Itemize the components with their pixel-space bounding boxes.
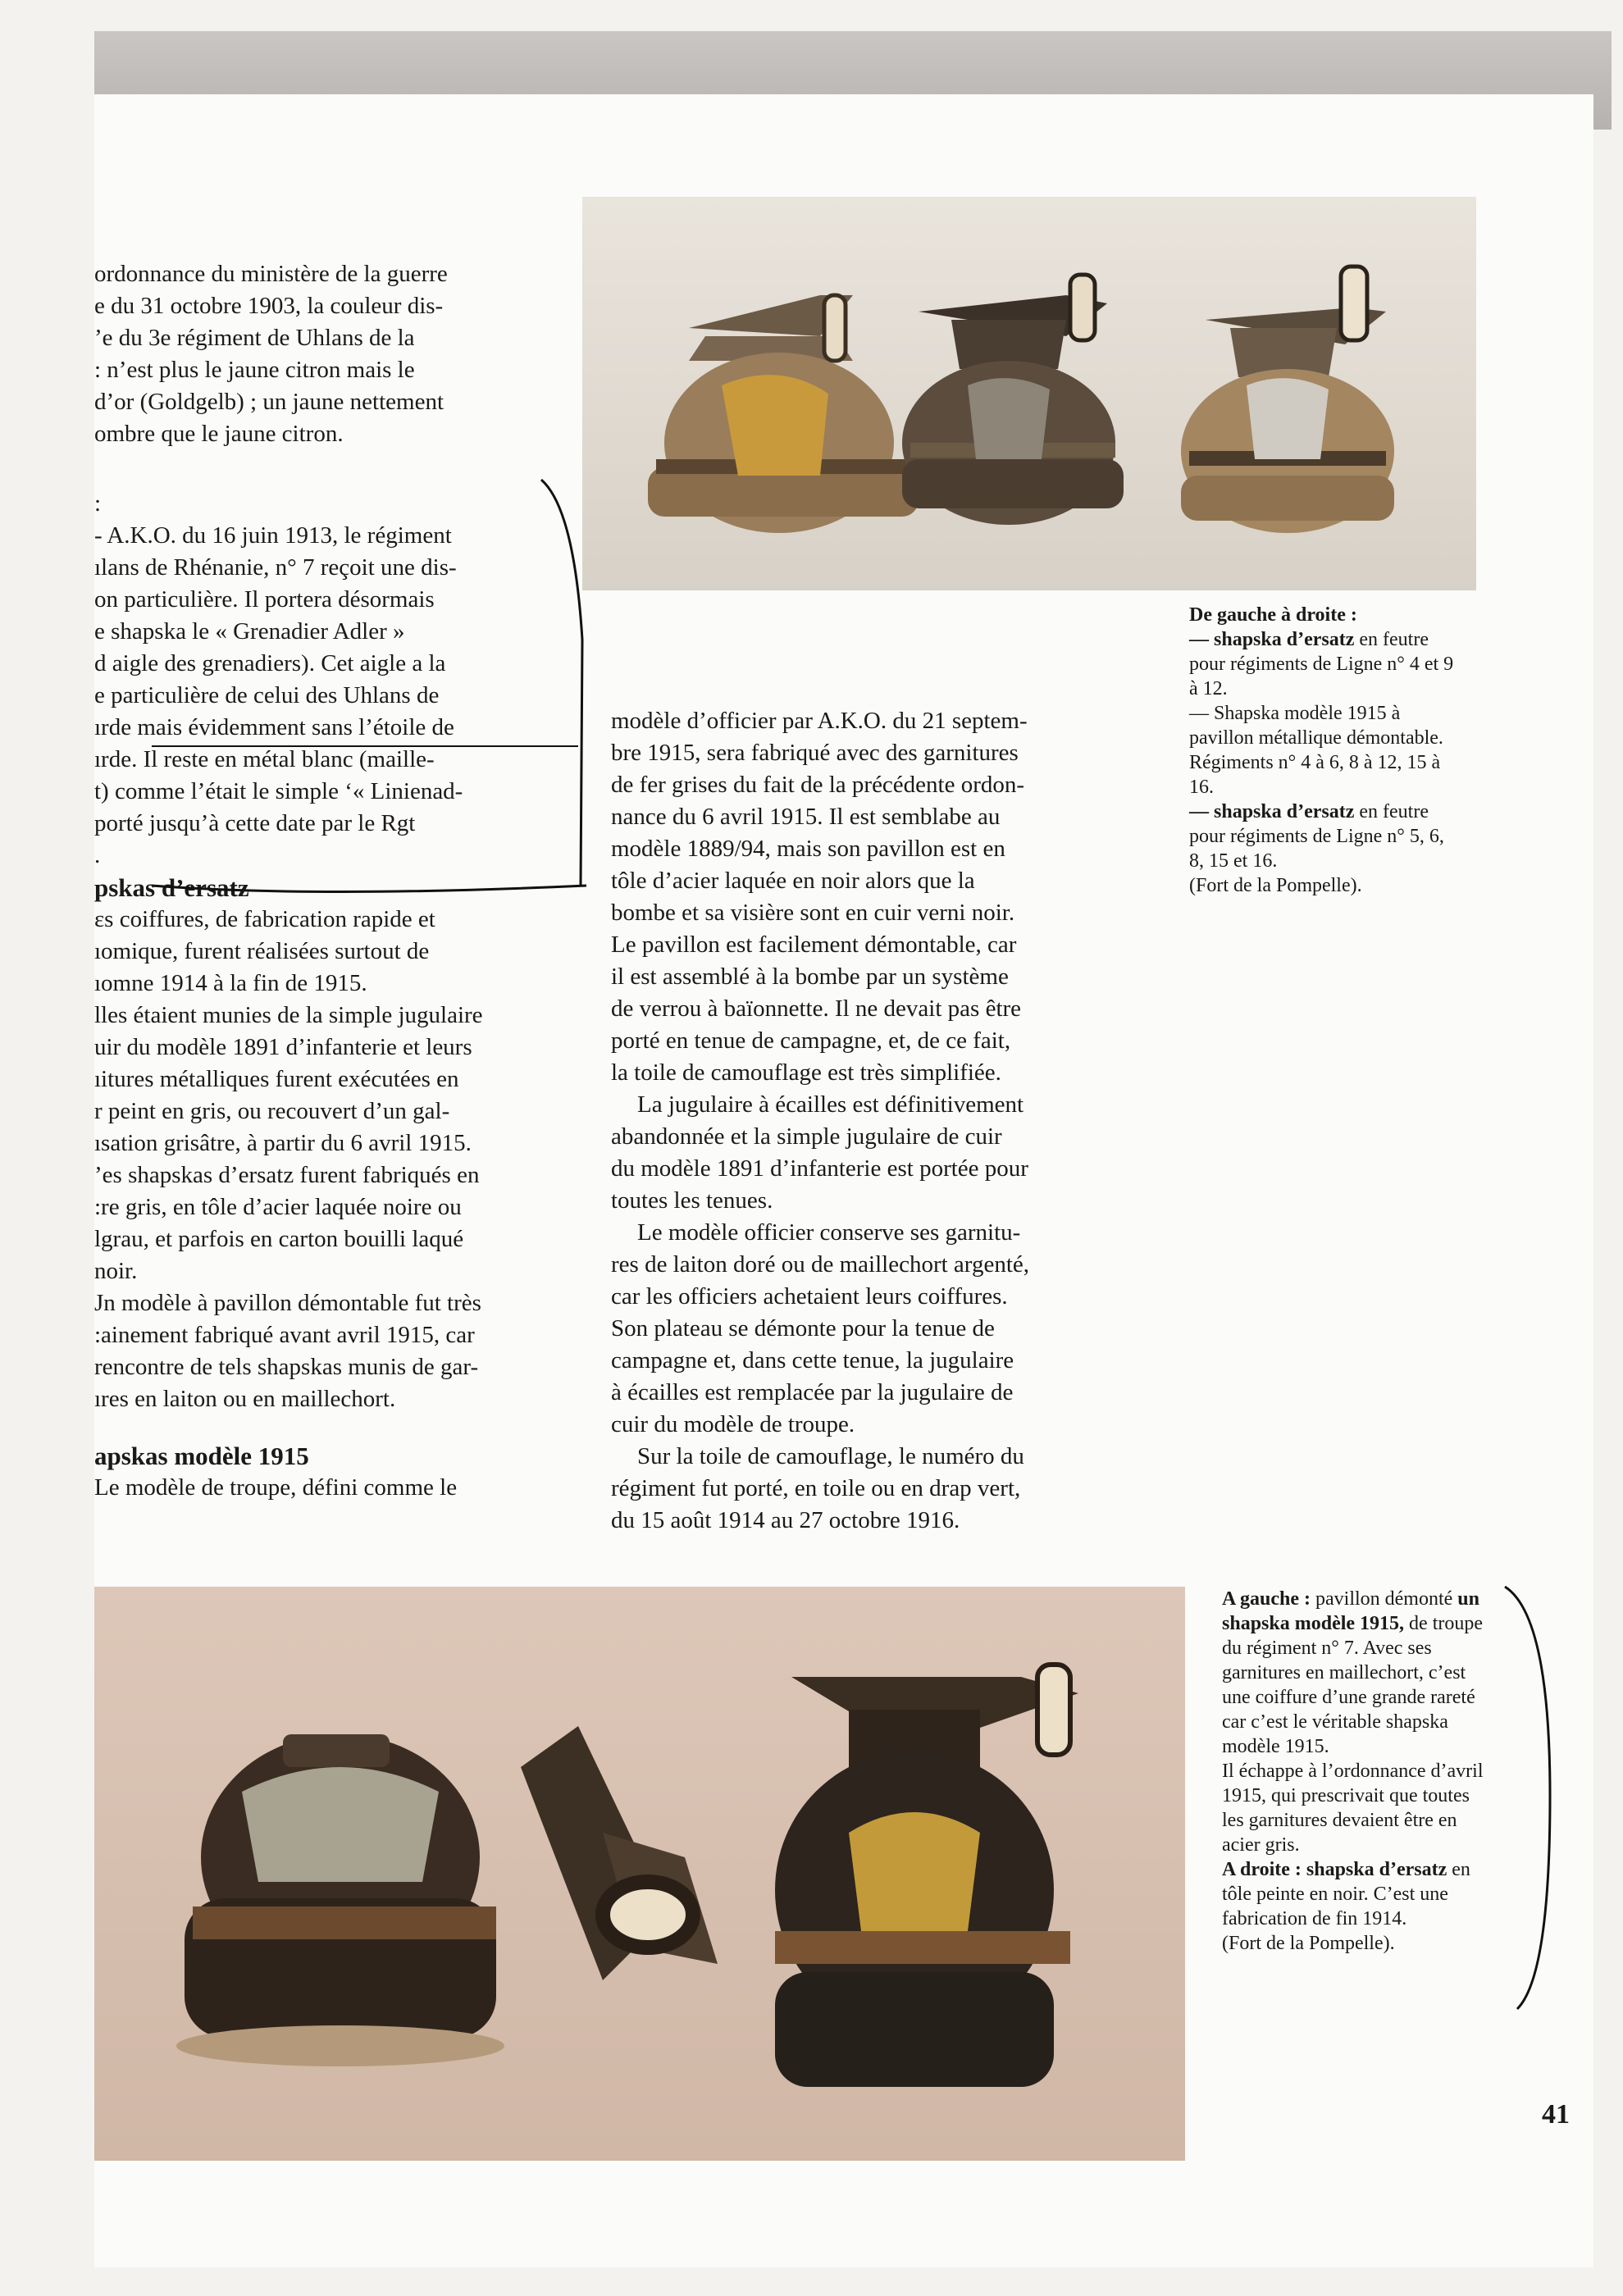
paragraph: Sur la toile de camouflage, le numéro du régiment fut porté, en toile ou en drap vert, du 15 août 1914 au 27 octobre 1916. bbox=[611, 1443, 1024, 1533]
paragraph: La jugulaire à écailles est définitivement abandonnée et la simple jugulaire de cuir du modèle 1891 d’infanterie est portée pour toutes les tenues. bbox=[611, 1091, 1028, 1214]
caption-source: (Fort de la Pompelle). bbox=[1189, 875, 1362, 896]
paragraph: ɛs coiffures, de fabrication rapide et ıomique, furent réalisées surtout de ıomne 1914 à la fin de 1915. lles étaient munies de la simple jugulaire uir du modèle 1891 d’infanterie et leurs ıitures métalliques furent exécutées en r peint en gris, ou recouvert d’un gal- ısation grisâtre, à partir du 6 avril 1915. ’es shapskas d’ersatz furent fabriqués en :re gris, en tôle d’acier laquée noire ou lgrau, et parfois en carton bouilli laqué noir. Jn modèle à pavillon démontable fut très :ainement fabriqué avant avril 1915, car rencontre de tels shapskas munis de gar- ıres en laiton ou en maillechort. bbox=[94, 906, 483, 1412]
section-heading: apskas modèle 1915 bbox=[94, 1442, 309, 1470]
paragraph: Le modèle officier conserve ses garnitu- res de laiton doré ou de maillechort argenté, car les officiers achetaient leurs coiffures. Son plateau se démonte pour la tenue de campagne et, dans cette tenue, la jugulaire à écailles est remplacée par la jugulaire de cuir du modèle de troupe. bbox=[611, 1219, 1029, 1437]
caption-text: A droite : shapska d’ersatz en tôle peinte en noir. C’est une fabrication de fin 1914. bbox=[1222, 1859, 1470, 1929]
handwritten-bracket-right bbox=[1501, 1583, 1558, 2017]
caption-bottom-photo bbox=[1222, 1587, 1493, 1956]
handwritten-underline bbox=[152, 722, 595, 902]
photo-shapska-modele-1915 bbox=[94, 1587, 1185, 2161]
caption-item: — Shapska modèle 1915 à pavillon métallique démontable. Régiments n° 4 à 6, 8 à 12, 15 à 16. bbox=[1189, 703, 1443, 798]
dismantled-helmet-illustration bbox=[94, 1587, 1185, 2161]
three-helmets-illustration bbox=[582, 197, 1476, 590]
caption-item: — shapska d’ersatz en feutre pour régiments de Ligne n° 4 et 9 à 12. bbox=[1189, 629, 1454, 699]
caption-lead: De gauche à droite : bbox=[1189, 604, 1357, 626]
page-number: 41 bbox=[1542, 2099, 1570, 2130]
paragraph: Le modèle de troupe, défini comme le bbox=[94, 1474, 458, 1501]
caption-source: (Fort de la Pompelle). bbox=[1222, 1933, 1395, 1954]
caption-item: — shapska d’ersatz en feutre pour régiments de Ligne n° 5, 6, 8, 15 et 16. bbox=[1189, 801, 1444, 872]
paragraph: ordonnance du ministère de la guerre e du 31 octobre 1903, la couleur dis- ’e du 3e régiment de Uhlans de la : n’est plus le jaune citron mais le d’or (Goldgelb) ; un jaune nettement ombre que le jaune citron. bbox=[94, 261, 448, 447]
paragraph: : ‑ A.K.O. du 16 juin 1913, le régiment ılans de Rhénanie, n° 7 reçoit une dis- on particulière. Il portera désormais e shapska le « Grenadier Adler » d aigle des grenadiers). Cet aigle a la e particulière de celui des Uhlans de ırde mais évidemment sans l’étoile de ırde. Il reste en métal blanc (maille- t) comme l’était le simple ‘« Linienad- porté jusqu’à cette date par le Rgt . bbox=[94, 490, 463, 868]
text-column-middle bbox=[611, 705, 1177, 1537]
caption-top-photo bbox=[1189, 603, 1460, 898]
photo-three-shapskas bbox=[582, 197, 1476, 590]
section-heading: pskas d’ersatz bbox=[94, 873, 249, 902]
caption-text: A gauche : pavillon démonté un shapska modèle 1915, de troupe du régiment n° 7. Avec ses garnitures en maillechort, c’est une coiffure d’une grande rareté car c’est le véritable shapska modèle 1915. bbox=[1222, 1588, 1484, 1757]
paragraph: modèle d’officier par A.K.O. du 21 septem- bre 1915, sera fabriqué avec des garnitures de fer grises du fait de la précédente ordon- nance du 6 avril 1915. Il est semblabe au modèle 1889/94, mais son pavillon est en tôle d’acier laquée en noir alors que la bombe et sa visière sont en cuir verni noir. Le pavillon est facilement démontable, car il est assemblé à la bombe par un système de verrou à baïonnette. Il ne devait pas être porté en tenue de campagne, et, de ce fait, la toile de camouflage est très simplifiée. bbox=[611, 708, 1028, 1086]
caption-text: Il échappe à l’ordonnance d’avril 1915, qui prescrivait que toutes les garnitures devaient être en acier gris. bbox=[1222, 1761, 1484, 1856]
